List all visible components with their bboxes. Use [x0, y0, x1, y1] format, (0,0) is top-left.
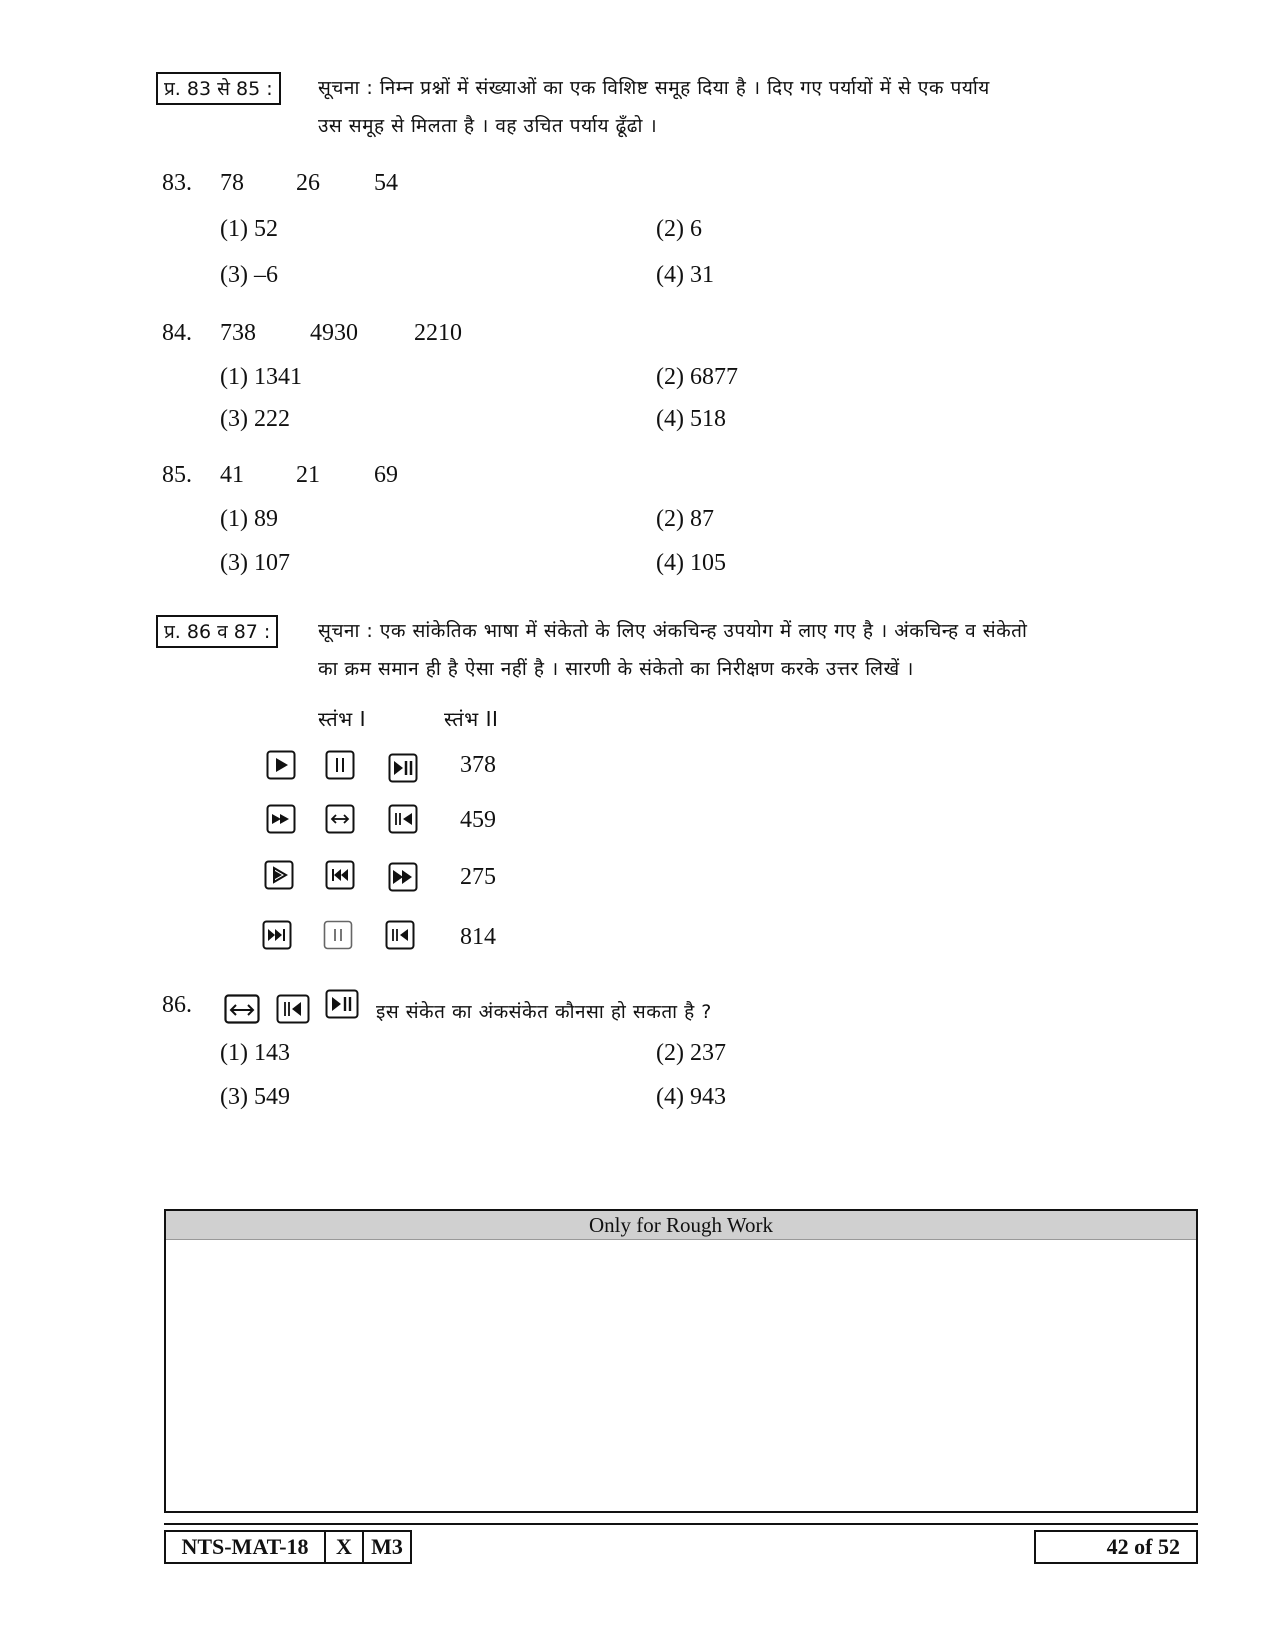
- play-icon: [266, 750, 296, 780]
- option: (1) 143: [220, 1040, 290, 1066]
- play-icon: [264, 860, 294, 890]
- column-header-1: स्तंभ I: [318, 707, 366, 731]
- column-header-2: स्तंभ II: [444, 707, 499, 731]
- option: (2) 6: [656, 216, 702, 242]
- option: (1) 1341: [220, 364, 302, 390]
- play-pause-icon: [325, 989, 359, 1019]
- option: (3) 549: [220, 1084, 290, 1110]
- question-term: 2210: [414, 320, 462, 346]
- question-number: 86.: [162, 992, 192, 1018]
- option: (4) 31: [656, 262, 714, 288]
- footer-medium: M3: [362, 1530, 412, 1564]
- skip-back-icon: [388, 804, 418, 834]
- rough-work-label: Only for Rough Work: [166, 1211, 1196, 1240]
- option: (4) 943: [656, 1084, 726, 1110]
- instruction-tag-86-87: प्र. 86 व 87 :: [156, 615, 278, 648]
- pause-icon: [325, 750, 355, 780]
- option: (3) –6: [220, 262, 278, 288]
- option: (4) 105: [656, 550, 726, 576]
- question-number: 84.: [162, 320, 192, 346]
- double-arrow-icon: [325, 804, 355, 834]
- question-term: 69: [374, 462, 398, 488]
- pause-icon: [323, 920, 353, 950]
- fast-forward-icon: [388, 862, 418, 892]
- rough-work-box: [164, 1209, 1198, 1513]
- question-text: इस संकेत का अंकसंकेत कौनसा हो सकता है ?: [376, 1001, 712, 1023]
- footer-code: NTS-MAT-18: [164, 1530, 326, 1564]
- instruction-line-2: का क्रम समान ही है ऐसा नहीं है । सारणी के संकेतो का निरीक्षण करके उत्तर लिखें ।: [318, 658, 914, 680]
- skip-back-icon: [276, 994, 310, 1024]
- question-term: 4930: [310, 320, 358, 346]
- question-term: 41: [220, 462, 244, 488]
- option: (3) 222: [220, 406, 290, 432]
- option: (4) 518: [656, 406, 726, 432]
- code-value: 275: [460, 864, 496, 890]
- instruction-tag-83-85: प्र. 83 से 85 :: [156, 72, 281, 105]
- play-pause-icon: [388, 753, 418, 783]
- double-arrow-icon: [224, 994, 260, 1024]
- option: (2) 6877: [656, 364, 738, 390]
- option: (2) 237: [656, 1040, 726, 1066]
- code-value: 378: [460, 752, 496, 778]
- option: (1) 52: [220, 216, 278, 242]
- question-number: 83.: [162, 170, 192, 196]
- question-term: 26: [296, 170, 320, 196]
- code-value: 814: [460, 924, 496, 950]
- option: (3) 107: [220, 550, 290, 576]
- instruction-line-1: सूचना : निम्न प्रश्नों में संख्याओं का एक विशिष्ट समूह दिया है । दिए गए पर्यायों में से एक पर्याय: [318, 77, 990, 99]
- rewind-icon: [325, 860, 355, 890]
- footer-divider: [164, 1523, 1198, 1525]
- question-term: 738: [220, 320, 256, 346]
- footer-set: X: [324, 1530, 364, 1564]
- option: (1) 89: [220, 506, 278, 532]
- fast-forward-icon: [266, 804, 296, 834]
- question-term: 21: [296, 462, 320, 488]
- code-value: 459: [460, 807, 496, 833]
- skip-back-icon: [385, 920, 415, 950]
- question-term: 78: [220, 170, 244, 196]
- question-number: 85.: [162, 462, 192, 488]
- question-term: 54: [374, 170, 398, 196]
- instruction-line-2: उस समूह से मिलता है । वह उचित पर्याय ढूँढो ।: [318, 115, 658, 137]
- instruction-line-1: सूचना : एक सांकेतिक भाषा में संकेतो के लिए अंकचिन्ह उपयोग में लाए गए है । अंकचिन्ह व संकेतो: [318, 620, 1028, 642]
- option: (2) 87: [656, 506, 714, 532]
- skip-forward-icon: [262, 920, 292, 950]
- footer-page-number: 42 of 52: [1034, 1530, 1198, 1564]
